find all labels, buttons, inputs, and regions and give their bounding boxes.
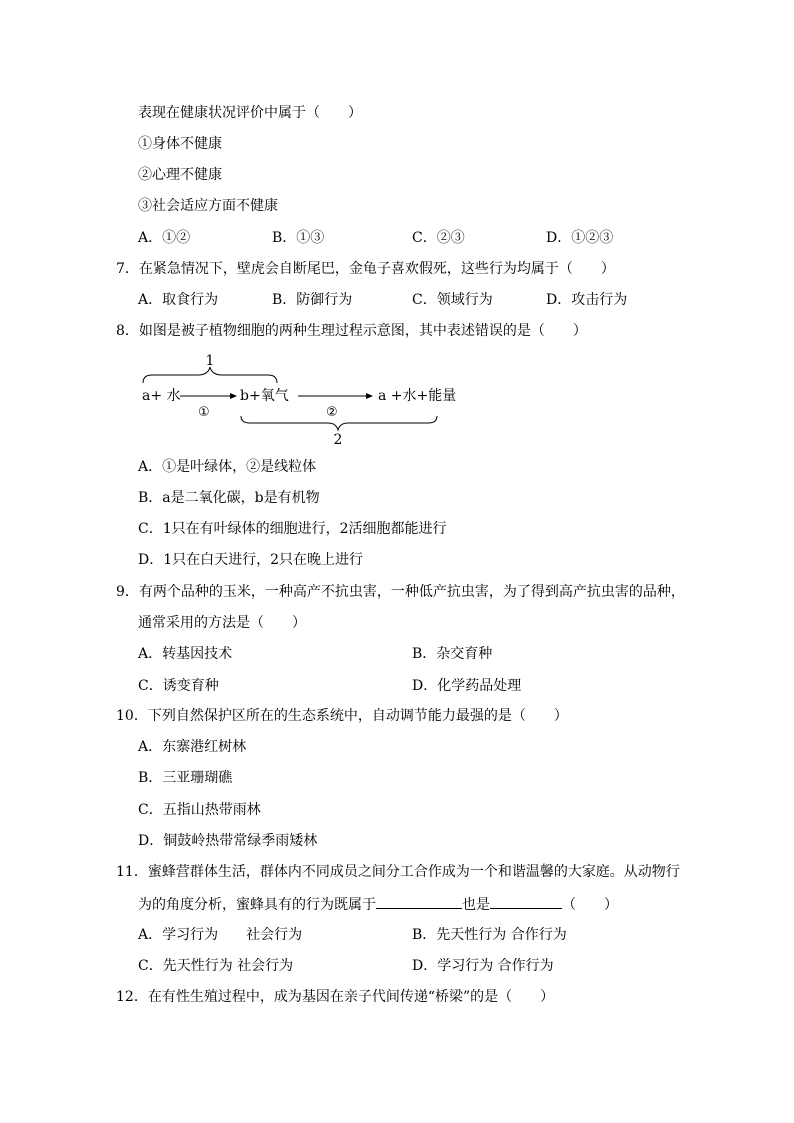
- q11-stem-part-c: （ ）: [562, 897, 618, 913]
- q10-option-c: C．五指山热带雨林: [138, 802, 261, 818]
- diagram-left: a+ 水: [142, 388, 181, 404]
- label-2: 2: [333, 432, 343, 446]
- arrow-1-head: [230, 393, 237, 399]
- q10-stem: 10．下列自然保护区所在的生态系统中，自动调节能力最强的是（ ）: [116, 708, 568, 724]
- diagram-right: a +水+能量: [378, 388, 457, 404]
- q7-option-c: C．领域行为: [412, 292, 493, 308]
- q6-option-a: A．①②: [138, 230, 191, 246]
- q6-item-1: ①身体不健康: [138, 136, 222, 152]
- q7-stem: 7．在紧急情况下，壁虎会自断尾巴，金龟子喜欢假死，这些行为均属于（ ）: [116, 261, 615, 277]
- q9-option-d: D．化学药品处理: [412, 678, 522, 694]
- q6-item-3: ③社会适应方面不健康: [138, 198, 278, 214]
- q8-option-b: B．a是二氧化碳，b是有机物: [138, 490, 320, 506]
- q9-stem-line2: 通常采用的方法是（ ）: [138, 615, 306, 631]
- brace-top: [143, 367, 277, 383]
- q11-blank-1: [376, 894, 462, 909]
- q10-option-d: D．铜鼓岭热带常绿季雨矮林: [138, 833, 318, 849]
- q11-stem-part-a: 为的角度分析，蜜蜂具有的行为既属于: [138, 897, 376, 913]
- q8-stem: 8．如图是被子植物细胞的两种生理过程示意图，其中表述错误的是（ ）: [116, 323, 587, 339]
- q9-stem-line1: 9．有两个品种的玉米，一种高产不抗虫害，一种低产抗虫害，为了得到高产抗虫害的品种，: [116, 584, 685, 600]
- q6-option-d: D．①②③: [546, 230, 614, 246]
- q11-option-a: A．学习行为 社会行为: [138, 927, 303, 943]
- circle-label-2: ②: [326, 405, 338, 420]
- q8-process-diagram: [138, 350, 468, 446]
- diagram-middle: b+氧气: [240, 388, 289, 404]
- q11-stem-line2: [138, 894, 618, 914]
- q6-option-c: C．②③: [412, 230, 465, 246]
- q11-stem-line1: 11．蜜蜂营群体生活，群体内不同成员之间分工合作成为一个和谐温馨的大家庭。从动物行: [116, 864, 680, 880]
- arrow-2-head: [366, 393, 373, 399]
- q11-option-c: C．先天性行为 社会行为: [138, 958, 294, 974]
- q8-option-d: D．1只在白天进行，2只在晚上进行: [138, 552, 364, 568]
- q8-option-a: A．①是叶绿体，②是线粒体: [138, 459, 317, 475]
- q11-stem-part-b: 也是: [462, 897, 490, 913]
- q7-option-a: A．取食行为: [138, 292, 219, 308]
- q8-option-c: C．1只在有叶绿体的细胞进行，2活细胞都能进行: [138, 521, 447, 537]
- q6-stem: 表现在健康状况评价中属于（ ）: [138, 105, 362, 121]
- q9-option-a: A．转基因技术: [138, 646, 233, 662]
- q11-blank-2: [490, 894, 562, 909]
- label-1: 1: [205, 353, 215, 369]
- q11-option-d: D．学习行为 合作行为: [412, 958, 554, 974]
- q7-option-d: D．攻击行为: [546, 292, 628, 308]
- q9-option-c: C．诱变育种: [138, 678, 219, 694]
- brace-bottom: [241, 416, 437, 430]
- q6-option-b: B．①③: [272, 230, 325, 246]
- q12-stem: 12．在有性生殖过程中，成为基因在亲子代间传递“桥梁”的是（ ）: [116, 989, 555, 1005]
- q10-option-a: A．东寨港红树林: [138, 739, 247, 755]
- circle-label-1: ①: [198, 405, 210, 420]
- q9-option-b: B．杂交育种: [412, 646, 493, 662]
- q11-option-b: B．先天性行为 合作行为: [412, 927, 567, 943]
- q6-item-2: ②心理不健康: [138, 167, 222, 183]
- q7-option-b: B．防御行为: [272, 292, 353, 308]
- q10-option-b: B．三亚珊瑚礁: [138, 770, 233, 786]
